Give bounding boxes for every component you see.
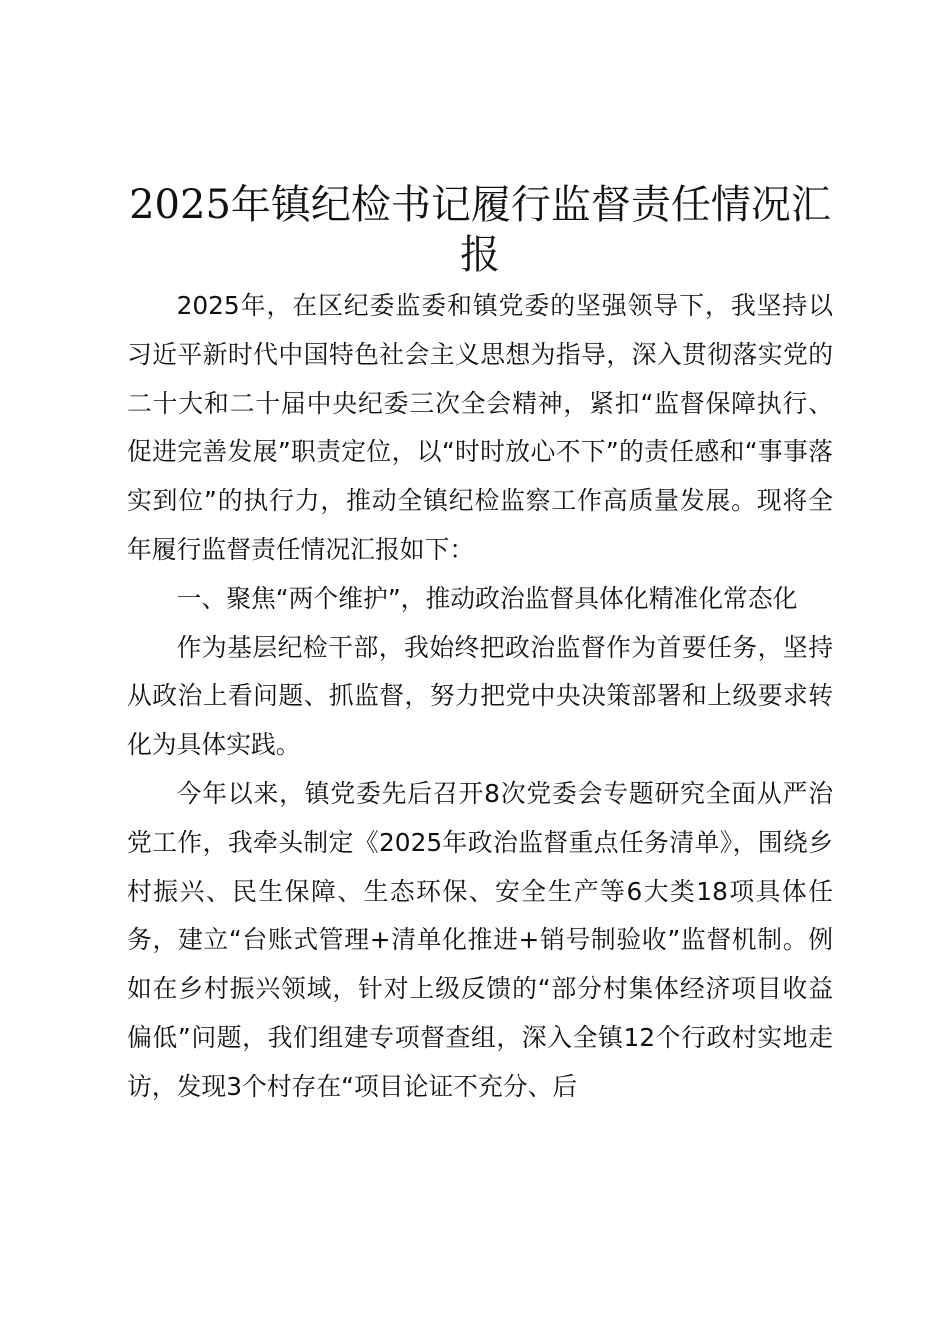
section-1-paragraph-2: 今年以来，镇党委先后召开8次党委会专题研究全面从严治党工作，我牵头制定《2025年政治监督重点任务清单》，围绕乡村振兴、民生保障、生态环保、安全生产等6大类18项具体任务，建立“台账式管理+清单化推进+销号制验收”监督机制。例如在乡村振兴领域，针对上级反馈的“部分村集体经济项目收益偏低”问题，我们组建专项督查组，深入全镇12个行政村实地走访，发现3个村存在“项目论证不充分、后 — [127, 778, 833, 1101]
document-title: 2025年镇纪检书记履行监督责任情况汇报 — [129, 182, 831, 278]
document-body — [127, 180, 833, 1112]
section-heading-1: 一、聚焦“两个维护”，推动政治监督具体化精准化常态化 — [176, 583, 798, 613]
section-1-paragraph-1: 作为基层纪检干部，我始终把政治监督作为首要任务，坚持从政治上看问题、抓监督，努力把党中央决策部署和上级要求转化为具体实践。 — [127, 632, 833, 760]
intro-paragraph: 2025年，在区纪委监委和镇党委的坚强领导下，我坚持以习近平新时代中国特色社会主义思想为指导，深入贯彻落实党的二十大和二十届中央纪委三次全会精神，紧扣“监督保障执行、促进完善发展”职责定位，以“时时放心不下”的责任感和“事事落实到位”的执行力，推动全镇纪检监察工作高质量发展。现将全年履行监督责任情况汇报如下： — [127, 291, 833, 564]
